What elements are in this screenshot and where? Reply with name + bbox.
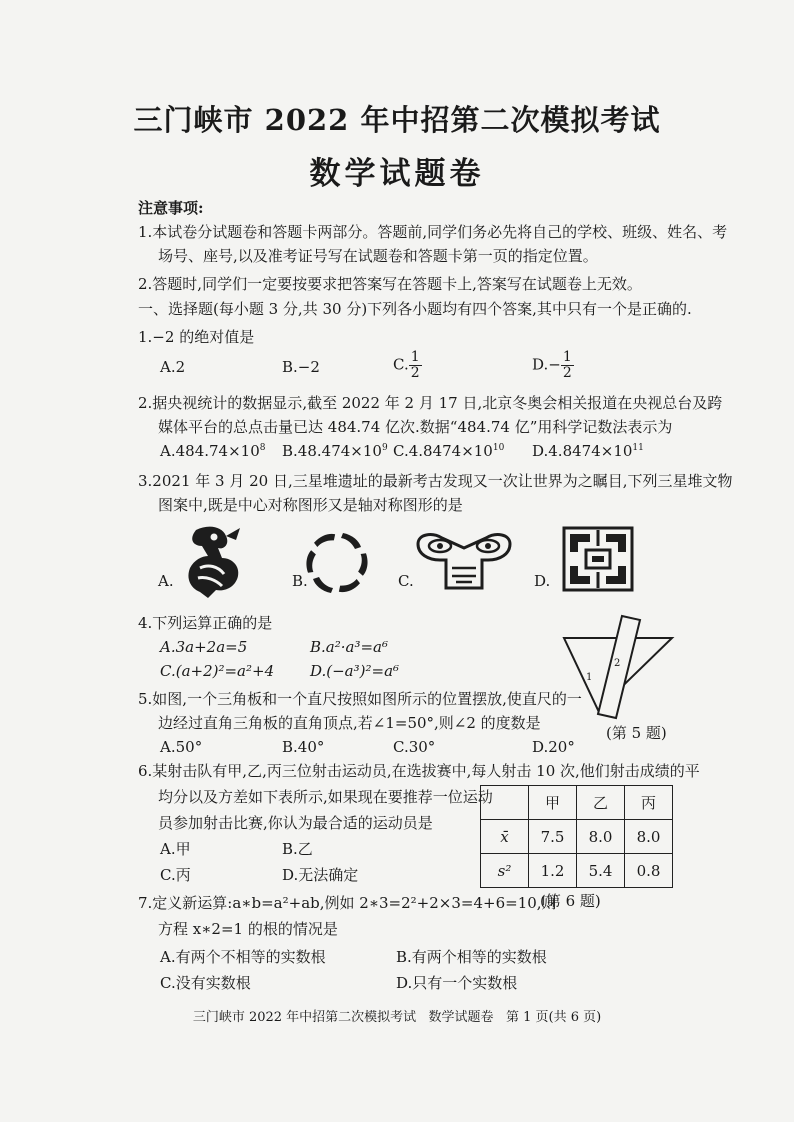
fraction-denominator: 2	[410, 365, 420, 381]
q1-option-c-fraction	[409, 350, 422, 381]
q3-line-2: 图案中,既是中心对称图形又是轴对称图形的是	[158, 496, 463, 514]
q3-option-b-label: B.	[292, 572, 308, 590]
q2-line-2: 媒体平台的总点击量已达 484.74 亿次.数据“484.74 亿”用科学记数法表示为	[158, 418, 673, 436]
q1-option-a: A.2	[160, 358, 186, 376]
fraction-denominator: 2	[562, 365, 572, 381]
q7-option-b: B.有两个相等的实数根	[396, 948, 547, 966]
q2-option-d-exp: 11	[632, 443, 644, 453]
q6-score-table	[480, 785, 673, 888]
q6-option-a: A.甲	[160, 840, 191, 858]
q3-option-a-label: A.	[158, 572, 174, 590]
q5-angle-1-label: 1	[586, 672, 593, 683]
q2-option-a-exp: 8	[259, 443, 266, 453]
q7-line-1: 7.定义新运算:a∗b=a²+ab,例如 2∗3=2²+2×3=4+6=10,则	[138, 894, 557, 912]
q4-option-d: D.(−a³)²=a⁶	[310, 662, 400, 680]
table-header-cell: 乙	[577, 786, 625, 820]
q4-stem: 4.下列运算正确的是	[138, 614, 273, 632]
table-cell: 7.5	[529, 820, 577, 854]
q3-line-1: 3.2021 年 3 月 20 日,三星堆遗址的最新考古发现又一次让世界为之瞩目,下列三星堆文物	[138, 472, 733, 490]
table-corner-cell	[481, 786, 529, 820]
q5-line-1: 5.如图,一个三角板和一个直尺按照如图所示的位置摆放,使直尺的一	[138, 690, 582, 708]
q6-caption: (第 6 题)	[540, 892, 601, 910]
q5-caption: (第 5 题)	[606, 724, 667, 742]
q6-line-2: 均分以及方差如下表所示,如果现在要推荐一位运动	[158, 788, 493, 806]
q5-line-2: 边经过直角三角板的直角顶点,若∠1=50°,则∠2 的度数是	[158, 714, 541, 732]
q3-option-d-label: D.	[534, 572, 551, 590]
q1-option-c-prefix: C.	[393, 355, 409, 374]
q2-option-c-exp: 10	[492, 443, 505, 453]
fraction-numerator: 1	[410, 349, 420, 365]
table-header-cell: 甲	[529, 786, 577, 820]
q1-option-b: B.−2	[282, 358, 320, 376]
table-row-mean	[481, 820, 673, 854]
q5-option-c: C.30°	[393, 738, 436, 756]
q3-figure-c-mask-icon	[414, 530, 514, 592]
q2-option-b-base: B.48.474×10	[282, 442, 382, 460]
q3-figure-a-bird-icon	[178, 522, 250, 600]
q7-option-a: A.有两个不相等的实数根	[160, 948, 326, 966]
q5-angle-2-label: 2	[614, 658, 621, 669]
q2-option-a	[160, 442, 265, 460]
q6-line-3: 员参加射击比赛,你认为最合适的运动员是	[158, 814, 433, 832]
q3-figure-d-pattern-icon	[562, 526, 634, 592]
q1-option-d	[532, 350, 574, 381]
note-1-line-1: 1.本试卷分试题卷和答题卡两部分。答题前,同学们务必先将自己的学校、班级、姓名、考	[138, 223, 728, 241]
q4-option-b: B.a²·a³=a⁶	[310, 638, 388, 656]
q2-option-c-base: C.4.8474×10	[393, 442, 493, 460]
table-header-cell: 丙	[625, 786, 673, 820]
q6-option-b: B.乙	[282, 840, 313, 858]
q7-option-c: C.没有实数根	[160, 974, 251, 992]
note-2: 2.答题时,同学们一定要按要求把答案写在答题卡上,答案写在试题卷上无效。	[138, 275, 642, 293]
q7-line-2: 方程 x∗2=1 的根的情况是	[158, 920, 338, 938]
q2-option-b	[282, 442, 388, 460]
q2-option-d-base: D.4.8474×10	[532, 442, 633, 460]
page-footer: 三门峡市 2022 年中招第二次模拟考试 数学试题卷 第 1 页(共 6 页)	[192, 1010, 602, 1025]
q2-option-c	[393, 442, 504, 460]
note-1-line-2: 场号、座号,以及准考证号写在试题卷和答题卡第一页的指定位置。	[158, 247, 598, 265]
row-label-variance: s²	[481, 854, 529, 888]
section-1-heading: 一、选择题(每小题 3 分,共 30 分)下列各小题均有四个答案,其中只有一个是正确的.	[138, 300, 692, 318]
q1-option-d-prefix: D.−	[532, 355, 561, 374]
table-cell: 1.2	[529, 854, 577, 888]
q1-option-c	[393, 350, 422, 381]
q2-option-d	[532, 442, 644, 460]
q1-option-d-fraction	[561, 350, 574, 381]
table-cell: 5.4	[577, 854, 625, 888]
q3-figure-b-swirl-icon	[302, 528, 372, 598]
fraction-numerator: 1	[562, 349, 572, 365]
table-cell: 8.0	[577, 820, 625, 854]
q2-line-1: 2.据央视统计的数据显示,截至 2022 年 2 月 17 日,北京冬奥会相关报道在央视总台及跨	[138, 394, 723, 412]
table-cell: 0.8	[625, 854, 673, 888]
table-cell: 8.0	[625, 820, 673, 854]
q5-option-a: A.50°	[160, 738, 203, 756]
q2-option-b-exp: 9	[381, 443, 388, 453]
q4-option-a: A.3a+2a=5	[160, 638, 248, 656]
q5-option-d: D.20°	[532, 738, 575, 756]
q4-option-c: C.(a+2)²=a²+4	[160, 662, 275, 680]
table-row-variance	[481, 854, 673, 888]
exam-title: 三门峡市 2022 年中招第二次模拟考试	[133, 103, 661, 137]
table-header-row	[481, 786, 673, 820]
q6-option-c: C.丙	[160, 866, 191, 884]
q2-option-a-base: A.484.74×10	[160, 442, 260, 460]
q6-option-d: D.无法确定	[282, 866, 359, 884]
q1-stem: 1.−2 的绝对值是	[138, 328, 255, 346]
q6-line-1: 6.某射击队有甲,乙,丙三位射击运动员,在选拔赛中,每人射击 10 次,他们射击成绩的平	[138, 762, 700, 780]
q7-option-d: D.只有一个实数根	[396, 974, 518, 992]
q5-option-b: B.40°	[282, 738, 325, 756]
notes-heading: 注意事项:	[138, 199, 204, 217]
exam-subtitle: 数学试题卷	[309, 156, 485, 192]
q3-option-c-label: C.	[398, 572, 414, 590]
row-label-mean: x̄	[481, 820, 529, 854]
